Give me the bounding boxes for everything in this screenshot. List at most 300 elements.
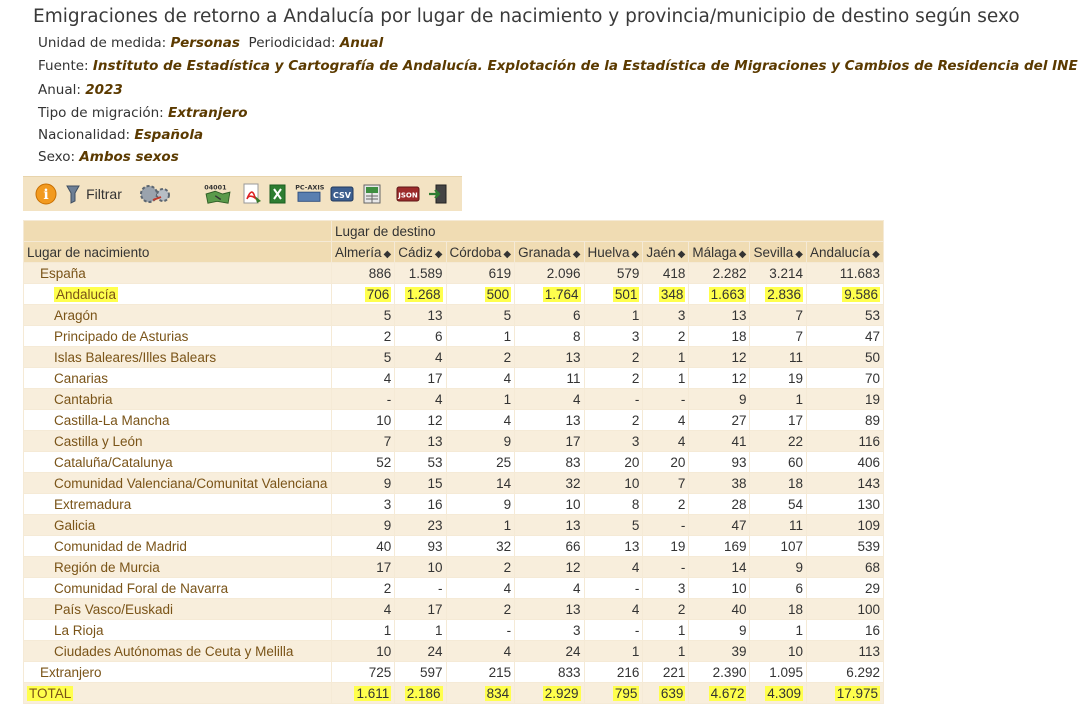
filter-button[interactable] bbox=[65, 183, 135, 205]
table-cell bbox=[584, 263, 643, 284]
table-cell bbox=[643, 536, 689, 557]
row-label[interactable] bbox=[24, 263, 332, 284]
row-label-text: Castilla-La Mancha bbox=[54, 412, 170, 428]
table-cell bbox=[643, 494, 689, 515]
table-cell bbox=[807, 431, 884, 452]
json-icon[interactable] bbox=[395, 183, 421, 205]
cell-value: 2 bbox=[631, 370, 640, 386]
table-cell bbox=[446, 347, 515, 368]
header-corner bbox=[24, 221, 332, 242]
table-cell bbox=[584, 683, 643, 704]
table-cell bbox=[807, 305, 884, 326]
row-label[interactable] bbox=[24, 578, 332, 599]
row-label-text: Región de Murcia bbox=[54, 559, 160, 575]
cell-value: - bbox=[386, 391, 392, 407]
row-label-text: Andalucía bbox=[56, 286, 117, 302]
cell-value: 7 bbox=[795, 307, 804, 323]
table-cell bbox=[395, 557, 446, 578]
cell-value: 9 bbox=[738, 622, 747, 638]
meta-tipo bbox=[38, 105, 247, 121]
row-label[interactable] bbox=[24, 494, 332, 515]
row-label-text: Extremadura bbox=[54, 496, 132, 512]
row-label[interactable] bbox=[24, 683, 332, 704]
table-cell bbox=[807, 683, 884, 704]
table-cell bbox=[446, 662, 515, 683]
table-cell bbox=[446, 326, 515, 347]
row-label[interactable] bbox=[24, 389, 332, 410]
table-cell bbox=[331, 683, 394, 704]
table-cell bbox=[750, 305, 807, 326]
table-cell bbox=[643, 599, 689, 620]
cell-value: 1.611 bbox=[356, 685, 390, 701]
table-row bbox=[24, 578, 884, 599]
table-cell bbox=[643, 515, 689, 536]
column-header-label: Granada bbox=[518, 244, 571, 260]
table-cell bbox=[643, 389, 689, 410]
cell-value: 17 bbox=[427, 601, 443, 617]
table-cell bbox=[750, 389, 807, 410]
sort-icon[interactable]: ◆ bbox=[677, 248, 686, 260]
exit-icon[interactable] bbox=[427, 183, 449, 205]
table-cell bbox=[750, 578, 807, 599]
cell-value: 13 bbox=[731, 307, 747, 323]
table-cell bbox=[689, 347, 750, 368]
row-label[interactable] bbox=[24, 452, 332, 473]
row-label-text: TOTAL bbox=[29, 685, 72, 701]
row-label[interactable] bbox=[24, 599, 332, 620]
table-row bbox=[24, 536, 884, 557]
table-cell bbox=[446, 389, 515, 410]
cell-value: - bbox=[680, 517, 686, 533]
cell-value: 7 bbox=[383, 433, 392, 449]
cell-value: 24 bbox=[427, 643, 443, 659]
cell-value: 13 bbox=[624, 538, 640, 554]
fuente-value: Instituto de Estadística y Cartografía de Andalucía. Explotación de la Estadística de Migraciones y Cambios de Residencia del INE bbox=[92, 58, 1078, 74]
table-cell bbox=[689, 410, 750, 431]
cell-value: 1 bbox=[435, 622, 443, 638]
sort-icon[interactable]: ◆ bbox=[631, 248, 640, 260]
cell-value: 2 bbox=[677, 496, 686, 512]
cell-value: 13 bbox=[427, 307, 443, 323]
cell-value: 83 bbox=[565, 454, 581, 470]
table-cell bbox=[331, 662, 394, 683]
cell-value: 109 bbox=[857, 517, 880, 533]
row-label[interactable] bbox=[24, 473, 332, 494]
cell-value: 4 bbox=[631, 601, 640, 617]
row-label-text: Aragón bbox=[54, 307, 98, 323]
periodicidad-label: Periodicidad: bbox=[248, 35, 336, 51]
cell-value: 886 bbox=[368, 265, 392, 281]
cell-value: 1 bbox=[677, 643, 686, 659]
table-cell bbox=[331, 557, 394, 578]
column-header[interactable] bbox=[689, 242, 750, 263]
table-cell bbox=[515, 683, 584, 704]
cell-value: 18 bbox=[788, 475, 804, 491]
table-cell bbox=[689, 494, 750, 515]
cell-value: 47 bbox=[731, 517, 747, 533]
cell-value: 6.292 bbox=[846, 664, 880, 680]
cell-value: - bbox=[634, 622, 640, 638]
table-cell bbox=[395, 326, 446, 347]
cell-value: 16 bbox=[427, 496, 443, 512]
row-label[interactable] bbox=[24, 410, 332, 431]
nacionalidad-label: Nacionalidad: bbox=[38, 127, 131, 143]
table-cell bbox=[584, 662, 643, 683]
table-row bbox=[24, 662, 884, 683]
cell-value: 4 bbox=[435, 391, 443, 407]
cell-value: 3 bbox=[631, 328, 640, 344]
info-icon[interactable] bbox=[35, 183, 57, 205]
table-cell bbox=[515, 347, 584, 368]
table-row bbox=[24, 263, 884, 284]
cell-value: 9 bbox=[383, 475, 392, 491]
tipo-label: Tipo de migración: bbox=[38, 105, 164, 121]
table-cell bbox=[446, 494, 515, 515]
table-row bbox=[24, 347, 884, 368]
table-cell bbox=[395, 431, 446, 452]
column-header[interactable] bbox=[515, 242, 584, 263]
table-row bbox=[24, 557, 884, 578]
anual-label: Anual: bbox=[38, 82, 81, 98]
table-cell bbox=[395, 368, 446, 389]
table-cell bbox=[515, 389, 584, 410]
row-label[interactable] bbox=[24, 620, 332, 641]
cell-value: 11 bbox=[789, 517, 804, 533]
cell-value: 4 bbox=[631, 559, 640, 575]
cell-value: 14 bbox=[496, 475, 512, 491]
column-header-label: Almería bbox=[334, 244, 382, 260]
cell-value: 795 bbox=[614, 685, 638, 701]
table-row bbox=[24, 494, 884, 515]
cell-value: 93 bbox=[427, 538, 443, 554]
cell-value: 1 bbox=[677, 349, 686, 365]
table-cell bbox=[395, 389, 446, 410]
table-cell bbox=[643, 557, 689, 578]
cell-value: 3 bbox=[573, 622, 581, 638]
table-cell bbox=[331, 620, 394, 641]
cell-value: 23 bbox=[427, 517, 443, 533]
table-cell bbox=[446, 515, 515, 536]
pcaxis-icon[interactable] bbox=[293, 183, 325, 205]
cell-value: 500 bbox=[486, 286, 510, 302]
table-cell bbox=[331, 452, 394, 473]
table-cell bbox=[807, 536, 884, 557]
row-label[interactable] bbox=[24, 557, 332, 578]
cell-value: 40 bbox=[376, 538, 392, 554]
row-label-text: España bbox=[40, 265, 86, 281]
cell-value: 11.683 bbox=[839, 265, 880, 281]
table-cell bbox=[689, 452, 750, 473]
table-cell bbox=[807, 578, 884, 599]
table-cell bbox=[689, 683, 750, 704]
table-cell bbox=[643, 410, 689, 431]
table-cell bbox=[807, 452, 884, 473]
cell-value: 13 bbox=[565, 601, 581, 617]
sort-icon[interactable]: ◆ bbox=[572, 248, 581, 260]
cell-value: 4 bbox=[573, 580, 581, 596]
sort-icon[interactable]: ◆ bbox=[434, 248, 443, 260]
cell-value: 89 bbox=[864, 412, 880, 428]
cell-value: 1 bbox=[503, 517, 512, 533]
table-cell bbox=[807, 284, 884, 305]
table-cell bbox=[446, 368, 515, 389]
table-cell bbox=[395, 284, 446, 305]
table-cell bbox=[515, 452, 584, 473]
table-cell bbox=[807, 263, 884, 284]
svg-text:CSV: CSV bbox=[333, 191, 351, 200]
table-cell bbox=[395, 473, 446, 494]
table-cell bbox=[331, 494, 394, 515]
pdf-icon[interactable] bbox=[241, 183, 263, 205]
table-cell bbox=[515, 578, 584, 599]
cell-value: 60 bbox=[788, 454, 804, 470]
cell-value: 2 bbox=[503, 559, 512, 575]
table-cell bbox=[643, 683, 689, 704]
cell-value: 2.282 bbox=[712, 265, 747, 281]
table-row bbox=[24, 599, 884, 620]
sort-icon[interactable]: ◆ bbox=[738, 248, 747, 260]
table-cell bbox=[689, 578, 750, 599]
table-cell bbox=[584, 557, 643, 578]
table-cell bbox=[515, 494, 584, 515]
table-cell bbox=[643, 305, 689, 326]
table-cell bbox=[446, 641, 515, 662]
cell-value: 93 bbox=[731, 454, 747, 470]
cell-value: 418 bbox=[662, 265, 686, 281]
table-cell bbox=[331, 641, 394, 662]
table-cell bbox=[807, 662, 884, 683]
table-cell bbox=[395, 263, 446, 284]
cell-value: - bbox=[680, 559, 686, 575]
cell-value: 15 bbox=[427, 475, 443, 491]
table-cell bbox=[689, 431, 750, 452]
filter-icon bbox=[65, 183, 81, 205]
cell-value: 5 bbox=[631, 517, 640, 533]
cell-value: 1.095 bbox=[769, 664, 804, 680]
column-header[interactable] bbox=[807, 242, 884, 263]
table-cell bbox=[750, 452, 807, 473]
table-cell bbox=[584, 347, 643, 368]
cell-value: 1.268 bbox=[406, 286, 441, 302]
cell-value: 40 bbox=[731, 601, 747, 617]
cell-value: 13 bbox=[565, 517, 581, 533]
table-cell bbox=[395, 452, 446, 473]
row-label-text: Canarias bbox=[54, 370, 109, 386]
cell-value: 9 bbox=[503, 496, 512, 512]
table-cell bbox=[807, 641, 884, 662]
settings-icon[interactable] bbox=[135, 183, 175, 205]
table-row bbox=[24, 683, 884, 704]
cell-value: 501 bbox=[614, 286, 638, 302]
table-cell bbox=[515, 263, 584, 284]
table-cell bbox=[643, 620, 689, 641]
cell-value: 4 bbox=[677, 433, 686, 449]
table-cell bbox=[331, 410, 394, 431]
table-row bbox=[24, 284, 884, 305]
cell-value: 53 bbox=[427, 454, 443, 470]
cell-value: 2 bbox=[631, 349, 640, 365]
table-cell bbox=[807, 389, 884, 410]
row-label[interactable] bbox=[24, 515, 332, 536]
table-row bbox=[24, 305, 884, 326]
cell-value: 4 bbox=[503, 580, 512, 596]
cell-value: 4 bbox=[383, 370, 392, 386]
table-cell bbox=[689, 662, 750, 683]
filter-label: Filtrar bbox=[86, 186, 122, 202]
page-title: Emigraciones de retorno a Andalucía por lugar de nacimiento y provincia/municipio de destino según sexo bbox=[33, 6, 1020, 27]
map-icon[interactable] bbox=[201, 183, 235, 205]
table-cell bbox=[395, 620, 446, 641]
table-cell bbox=[643, 368, 689, 389]
table-cell bbox=[584, 389, 643, 410]
table-cell bbox=[750, 557, 807, 578]
table-cell bbox=[446, 431, 515, 452]
table-cell bbox=[689, 389, 750, 410]
cell-value: 18 bbox=[788, 601, 804, 617]
column-header[interactable] bbox=[750, 242, 807, 263]
cell-value: 169 bbox=[723, 538, 747, 554]
spreadsheet-icon[interactable] bbox=[361, 183, 385, 205]
header-row-columns bbox=[24, 242, 884, 263]
table-row bbox=[24, 389, 884, 410]
cell-value: 725 bbox=[368, 664, 392, 680]
row-label[interactable] bbox=[24, 536, 332, 557]
table-cell bbox=[331, 536, 394, 557]
table-cell bbox=[750, 515, 807, 536]
sort-icon[interactable]: ◆ bbox=[795, 248, 803, 260]
nacionalidad-value: Española bbox=[134, 127, 204, 143]
cell-value: 3 bbox=[383, 496, 392, 512]
row-label-text: Galicia bbox=[54, 517, 96, 533]
table-cell bbox=[643, 347, 689, 368]
cell-value: 9 bbox=[795, 559, 804, 575]
table-cell bbox=[643, 662, 689, 683]
sort-icon[interactable]: ◆ bbox=[383, 248, 392, 260]
row-label[interactable] bbox=[24, 641, 332, 662]
cell-value: 619 bbox=[488, 265, 512, 281]
cell-value: 113 bbox=[858, 643, 880, 659]
svg-text:04001: 04001 bbox=[204, 183, 227, 192]
table-cell bbox=[331, 515, 394, 536]
cell-value: 130 bbox=[857, 496, 880, 512]
cell-value: 1 bbox=[503, 328, 512, 344]
cell-value: 3 bbox=[631, 433, 640, 449]
table-cell bbox=[584, 578, 643, 599]
row-label[interactable] bbox=[24, 347, 332, 368]
column-header-label: Cádiz bbox=[398, 244, 433, 260]
table-cell bbox=[331, 578, 394, 599]
table-cell bbox=[515, 536, 584, 557]
table-cell bbox=[750, 263, 807, 284]
column-header[interactable] bbox=[395, 242, 446, 263]
cell-value: 6 bbox=[795, 580, 804, 596]
cell-value: 50 bbox=[864, 349, 880, 365]
row-label[interactable] bbox=[24, 284, 332, 305]
table-cell bbox=[515, 410, 584, 431]
cell-value: 10 bbox=[731, 580, 747, 596]
table-cell bbox=[446, 452, 515, 473]
sort-icon[interactable]: ◆ bbox=[503, 248, 512, 260]
cell-value: 53 bbox=[864, 307, 880, 323]
table-cell bbox=[750, 683, 807, 704]
table-cell bbox=[515, 284, 584, 305]
cell-value: - bbox=[506, 622, 512, 638]
table-row bbox=[24, 473, 884, 494]
sort-icon[interactable]: ◆ bbox=[872, 248, 880, 260]
cell-value: 597 bbox=[420, 664, 443, 680]
table-cell bbox=[584, 536, 643, 557]
cell-value: 2 bbox=[383, 580, 392, 596]
table-cell bbox=[331, 389, 394, 410]
column-header[interactable] bbox=[584, 242, 643, 263]
cell-value: 16 bbox=[864, 622, 880, 638]
cell-value: 68 bbox=[864, 559, 880, 575]
cell-value: 32 bbox=[565, 475, 581, 491]
cell-value: 52 bbox=[376, 454, 392, 470]
cell-value: 66 bbox=[565, 538, 581, 554]
table-row bbox=[24, 641, 884, 662]
cell-value: 12 bbox=[731, 370, 747, 386]
table-cell bbox=[446, 473, 515, 494]
cell-value: 1 bbox=[631, 307, 640, 323]
row-label[interactable] bbox=[24, 368, 332, 389]
unidad-value: Personas bbox=[170, 35, 240, 51]
cell-value: 11 bbox=[566, 370, 581, 386]
column-header[interactable] bbox=[331, 242, 394, 263]
cell-value: 2.096 bbox=[546, 265, 581, 281]
row-label-text: Comunidad Foral de Navarra bbox=[54, 580, 229, 596]
data-table bbox=[23, 220, 884, 704]
column-header[interactable] bbox=[446, 242, 515, 263]
cell-value: 32 bbox=[496, 538, 512, 554]
table-cell bbox=[643, 473, 689, 494]
csv-icon[interactable] bbox=[329, 183, 355, 205]
table-cell bbox=[584, 515, 643, 536]
table-cell bbox=[689, 284, 750, 305]
cell-value: 39 bbox=[731, 643, 747, 659]
row-label[interactable] bbox=[24, 662, 332, 683]
table-cell bbox=[750, 431, 807, 452]
row-label[interactable] bbox=[24, 326, 332, 347]
table-cell bbox=[446, 284, 515, 305]
table-row bbox=[24, 410, 884, 431]
table-cell bbox=[446, 263, 515, 284]
cell-value: 70 bbox=[864, 370, 880, 386]
cell-value: 18 bbox=[731, 328, 747, 344]
excel-icon[interactable] bbox=[267, 183, 289, 205]
cell-value: 406 bbox=[857, 454, 880, 470]
cell-value: 221 bbox=[662, 664, 686, 680]
row-label[interactable] bbox=[24, 305, 332, 326]
table-cell bbox=[395, 515, 446, 536]
table-cell bbox=[643, 578, 689, 599]
cell-value: 348 bbox=[660, 286, 684, 302]
column-header-label: Jaén bbox=[646, 244, 676, 260]
cell-value: 20 bbox=[670, 454, 686, 470]
table-cell bbox=[395, 410, 446, 431]
table-cell bbox=[750, 326, 807, 347]
cell-value: 116 bbox=[858, 433, 880, 449]
row-label[interactable] bbox=[24, 431, 332, 452]
cell-value: 1 bbox=[383, 622, 392, 638]
cell-value: 10 bbox=[624, 475, 640, 491]
cell-value: 2 bbox=[631, 412, 640, 428]
column-header[interactable] bbox=[643, 242, 689, 263]
cell-value: 1 bbox=[795, 622, 804, 638]
cell-value: 2 bbox=[503, 349, 512, 365]
cell-value: 14 bbox=[731, 559, 747, 575]
cell-value: 1 bbox=[503, 391, 512, 407]
